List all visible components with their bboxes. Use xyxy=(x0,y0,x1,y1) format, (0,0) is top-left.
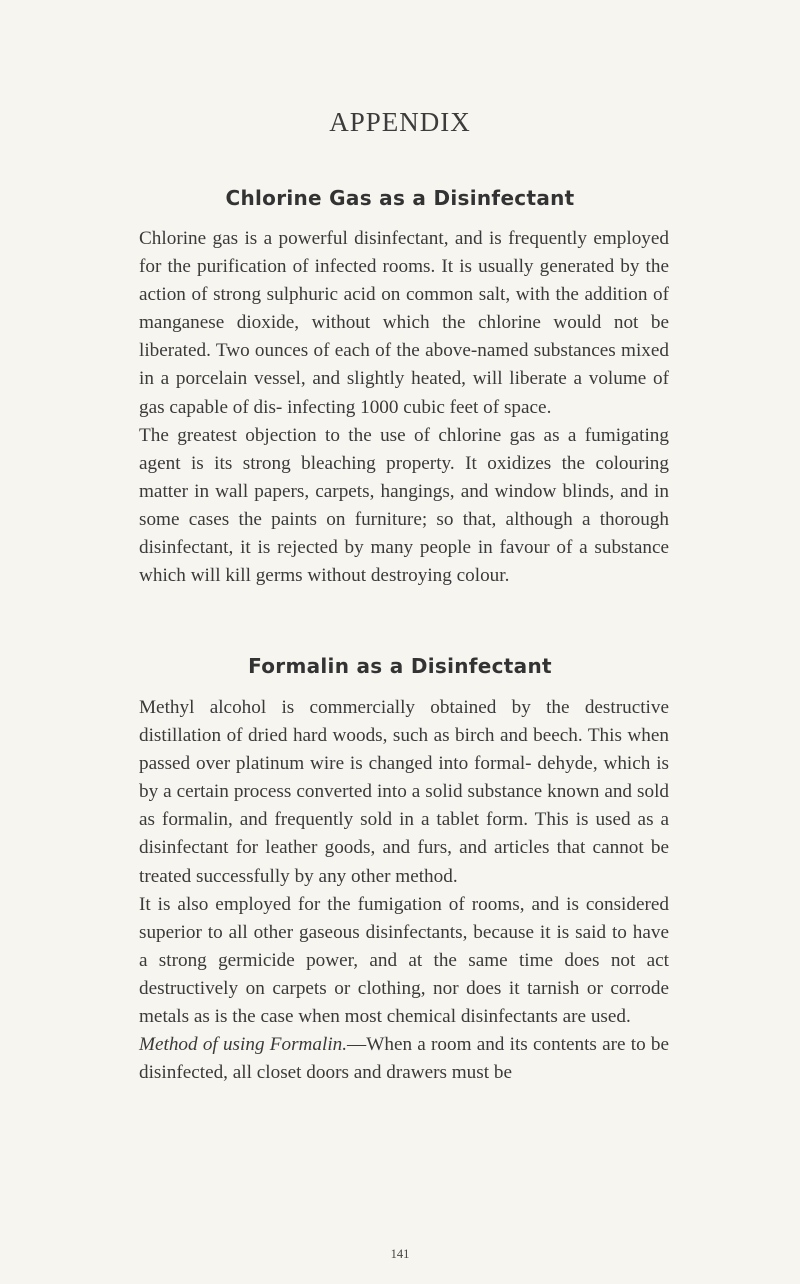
section-body-chlorine xyxy=(139,225,669,590)
section-heading-chlorine: Chlorine Gas as a Disinfectant xyxy=(225,186,575,210)
method-text: —When a room and its contents are to be disinfected, all closet doors and drawers must be xyxy=(139,1034,669,1084)
paragraph: It is also employed for the fumigation of rooms, and is considered superior to all other gaseous disinfectants, because it is said to have a strong germicide power, and at the same time does not act destructively on carpets or clothing, nor does it tarnish or corrode metals as is the case when most chemical disinfectants are used. xyxy=(139,893,669,1028)
paragraph: The greatest objection to the use of chlorine gas as a fumigating agent is its strong bleaching property. It oxidizes the colouring matter in wall papers, carpets, hangings, and window blinds, and in some cases the paints on furniture; so that, although a thorough disinfectant, it is rejected by many people in favour of a substance which will kill germs without destroying colour. xyxy=(139,424,669,587)
method-paragraph xyxy=(139,1031,669,1087)
paragraph: Methyl alcohol is commercially obtained by the destructive distillation of dried hard woods, such as birch and beech. This when passed over platinum wire is changed into formal- dehyde, which is by a certain process converted into a solid substance known and sold as formalin, and frequently sold in a tablet form. This is used as a disinfectant for leather goods, and furs, and articles that cannot be treated successfully by any other method. xyxy=(139,697,669,887)
paragraph: Chlorine gas is a powerful disinfectant, and is frequently employed for the purification of infected rooms. It is usually generated by the action of strong sulphuric acid on common salt, with the addition of manganese dioxide, without which the chlorine would not be liberated. Two ounces of each of the above-named substances mixed in a porcelain vessel, and slightly heated, will liberate a volume of gas capable of dis- infecting 1000 cubic feet of space. xyxy=(139,228,669,418)
running-head: APPENDIX xyxy=(329,107,471,137)
section-body-formalin xyxy=(139,694,669,1087)
page-number: 141 xyxy=(390,1247,410,1261)
method-run-in: Method of using Formalin. xyxy=(139,1034,348,1056)
section-heading-formalin: Formalin as a Disinfectant xyxy=(248,654,552,678)
